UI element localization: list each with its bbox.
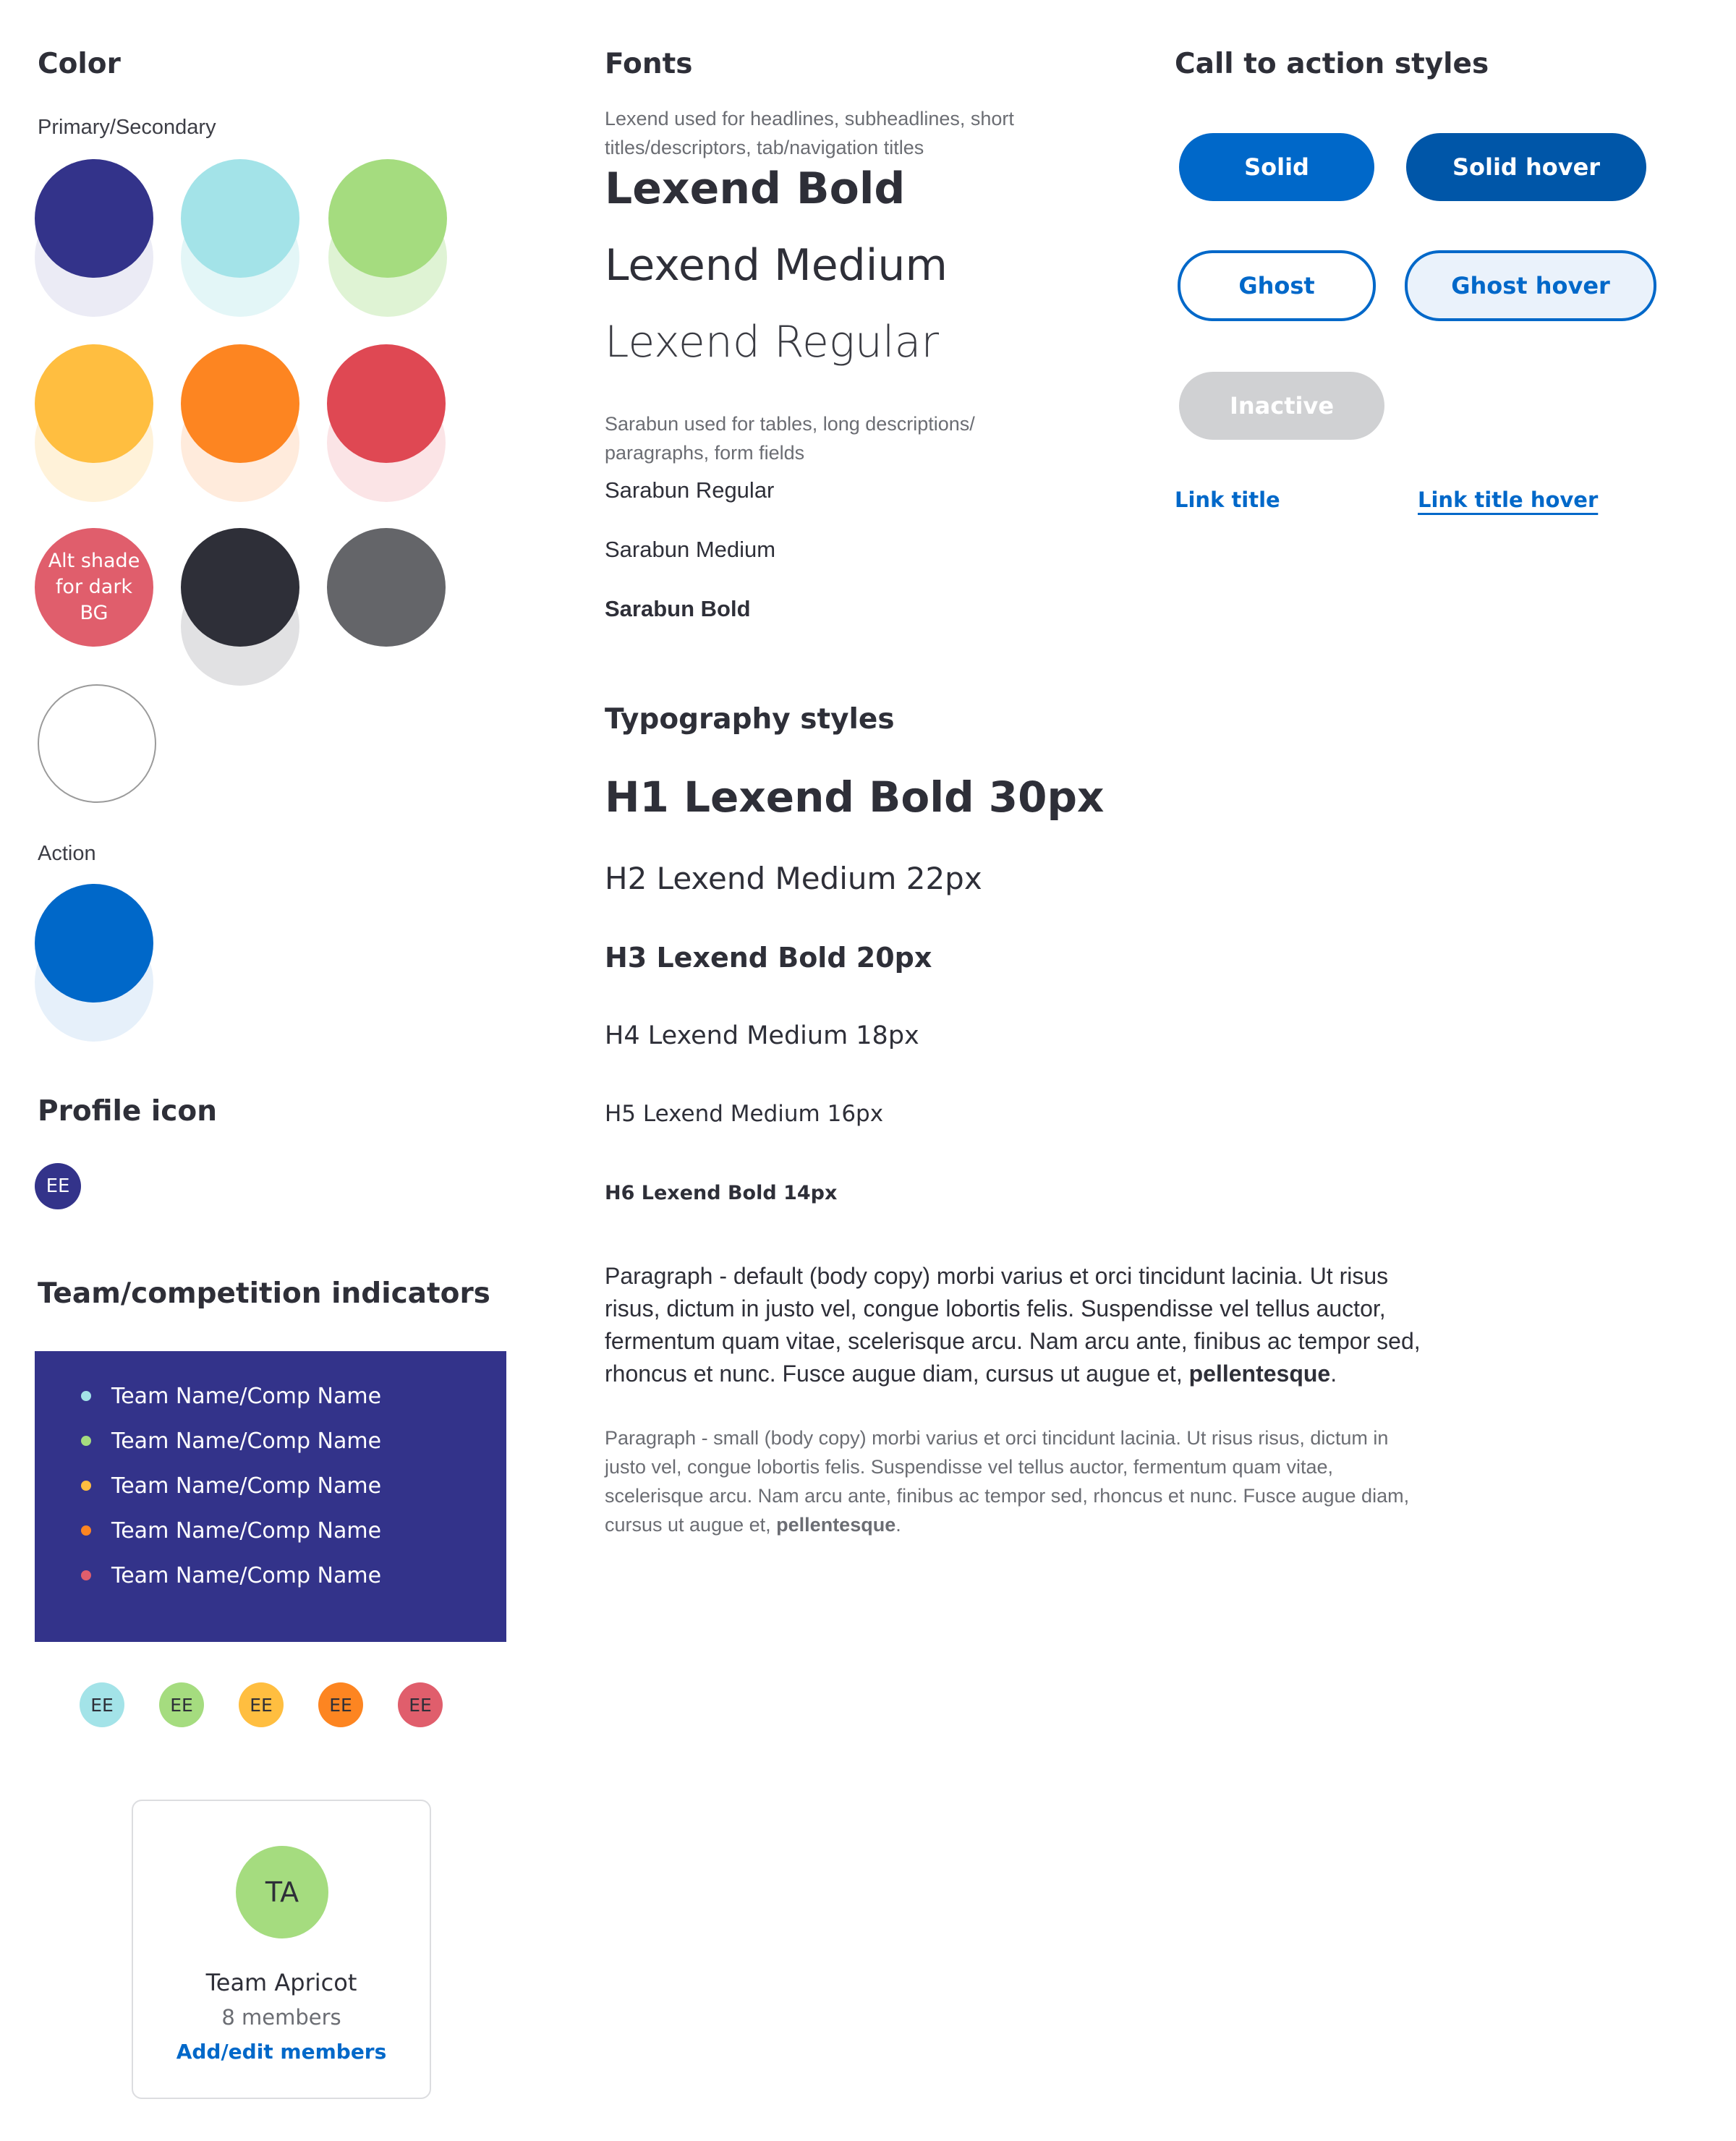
swatch-main-circle: [181, 344, 299, 463]
action-label: Action: [38, 842, 96, 865]
inactive-button: Inactive: [1179, 372, 1384, 440]
team-list-item: [81, 1382, 381, 1410]
team-name-label: Team Name/Comp Name: [111, 1518, 382, 1544]
profile-icon-title: Profile icon: [38, 1095, 217, 1128]
sarabun-note: Sarabun used for tables, long descriptions/ paragraphs, form fields: [605, 413, 975, 464]
team-list-item: [81, 1561, 381, 1590]
profile-avatar[interactable]: EE: [35, 1163, 81, 1209]
paragraph-small-text: Paragraph - small (body copy) morbi varius et orci tincidunt lacinia. Ut risus risus, dictum in justo vel, congue lobortis felis. Suspendisse vel tellus auctor, fermentum quam vitae, scelerisque arcu. Nam arcu ante, finibus ac tempor sed, rhoncus et nunc. Fusce augue diam, cursus ut augue et,: [605, 1427, 1410, 1536]
team-color-dot: [81, 1391, 91, 1401]
team-card-members: 8 members: [221, 2005, 341, 2030]
team-avatar-dot: EE: [239, 1682, 284, 1727]
h6-sample: H6 Lexend Bold 14px: [605, 1182, 838, 1204]
color-swatch: [328, 159, 447, 317]
team-avatar-dot: EE: [398, 1682, 443, 1727]
team-list-item: [81, 1426, 381, 1455]
paragraph-default-period: .: [1330, 1361, 1337, 1387]
action-main-circle: [35, 884, 153, 1003]
color-swatch: [181, 528, 299, 686]
lexend-medium-sample: Lexend Medium: [605, 240, 948, 291]
team-color-dot: [81, 1525, 91, 1536]
swatch-main-circle: [327, 528, 446, 647]
color-swatch: [181, 159, 299, 317]
paragraph-small: [605, 1423, 1429, 1539]
lexend-bold-sample: Lexend Bold: [605, 163, 906, 214]
color-swatch: [35, 528, 153, 686]
team-color-dot: [81, 1436, 91, 1446]
ghost-hover-button[interactable]: Ghost hover: [1405, 250, 1656, 321]
paragraph-default-bold: pellentesque: [1188, 1361, 1331, 1387]
team-name-label: Team Name/Comp Name: [111, 1473, 382, 1499]
fonts-title: Fonts: [605, 48, 693, 80]
h5-sample: H5 Lexend Medium 16px: [605, 1101, 884, 1127]
team-card-avatar: TA: [236, 1846, 328, 1938]
color-swatch: [181, 344, 299, 502]
team-color-dot: [81, 1481, 91, 1491]
sarabun-medium-sample: Sarabun Medium: [605, 537, 776, 562]
link-title-hover[interactable]: Link title hover: [1418, 488, 1599, 512]
color-swatch: [38, 684, 156, 842]
swatch-main-circle: [35, 344, 153, 463]
paragraph-default-text: Paragraph - default (body copy) morbi varius et orci tincidunt lacinia. Ut risus risus, dictum in justo vel, congue lobortis felis. Suspendisse vel tellus auctor, fermentum quam vitae, scelerisque arcu. Nam arcu ante, finibus ac tempor sed, rhoncus et nunc. Fusce augue diam, cursus ut augue et,: [605, 1263, 1421, 1387]
swatch-main-circle: [35, 159, 153, 278]
color-swatch: [327, 344, 446, 502]
team-avatar-dot: EE: [318, 1682, 363, 1727]
color-swatch: [327, 528, 446, 686]
solid-button[interactable]: Solid: [1179, 133, 1374, 201]
swatch-caption: Alt shade for dark BG: [48, 550, 140, 624]
h3-sample: H3 Lexend Bold 20px: [605, 942, 932, 974]
team-card: [132, 1800, 431, 2099]
color-swatch: [35, 344, 153, 502]
swatch-main-circle: [35, 528, 153, 647]
team-list-item: [81, 1471, 381, 1500]
swatch-main-circle: [181, 159, 299, 278]
solid-hover-button[interactable]: Solid hover: [1406, 133, 1646, 201]
paragraph-default: [605, 1260, 1429, 1390]
team-avatar-dot: EE: [80, 1682, 124, 1727]
team-name-label: Team Name/Comp Name: [111, 1562, 382, 1588]
paragraph-small-bold: pellentesque: [776, 1514, 896, 1536]
cta-title: Call to action styles: [1175, 48, 1489, 80]
primary-secondary-label: Primary/Secondary: [38, 116, 216, 139]
team-list-item: [81, 1516, 381, 1545]
h4-sample: H4 Lexend Medium 18px: [605, 1021, 919, 1050]
team-list-panel: [35, 1351, 506, 1642]
ghost-button[interactable]: Ghost: [1178, 250, 1376, 321]
typography-title: Typography styles: [605, 703, 895, 736]
sarabun-bold-sample: Sarabun Bold: [605, 596, 751, 621]
h2-sample: H2 Lexend Medium 22px: [605, 861, 982, 896]
color-title: Color: [38, 48, 121, 80]
color-swatch: [35, 159, 153, 317]
team-name-label: Team Name/Comp Name: [111, 1428, 382, 1454]
swatch-main-circle: [328, 159, 447, 278]
sarabun-regular-sample: Sarabun Regular: [605, 477, 775, 503]
swatch-main-circle: [327, 344, 446, 463]
lexend-regular-sample: Lexend Regular: [605, 317, 940, 367]
team-avatar-dot: EE: [159, 1682, 204, 1727]
team-card-name: Team Apricot: [205, 1969, 357, 1996]
paragraph-small-period: .: [895, 1514, 901, 1536]
h1-sample: H1 Lexend Bold 30px: [605, 772, 1105, 822]
add-edit-members-link[interactable]: Add/edit members: [176, 2040, 387, 2064]
team-color-dot: [81, 1570, 91, 1580]
lexend-note: Lexend used for headlines, subheadlines, short titles/descriptors, tab/navigation titles: [605, 108, 1014, 158]
swatch-main-circle: [38, 684, 156, 803]
swatch-main-circle: [181, 528, 299, 647]
link-title[interactable]: Link title: [1175, 488, 1280, 512]
team-indicators-title: Team/competition indicators: [38, 1277, 490, 1310]
team-name-label: Team Name/Comp Name: [111, 1383, 382, 1409]
action-color-swatch: [35, 884, 153, 1042]
